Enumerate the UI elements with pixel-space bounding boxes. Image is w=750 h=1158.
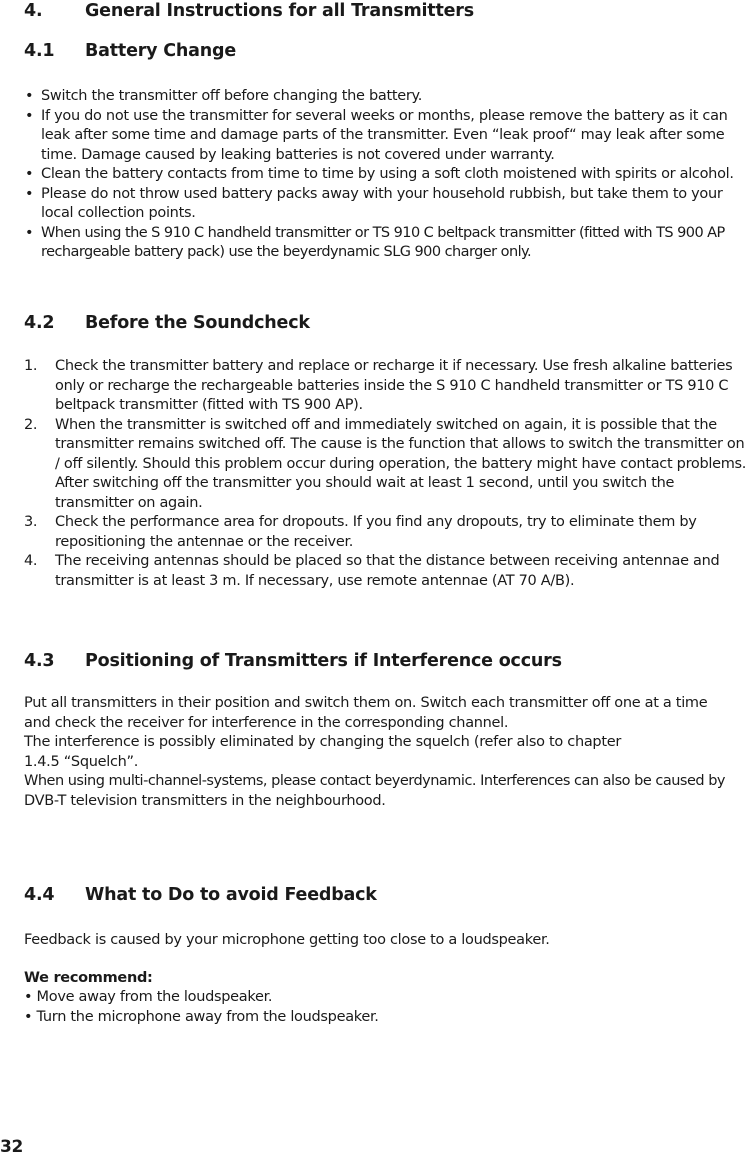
paragraph-line: The interference is possibly eliminated by changing the squelch (refer also to chapter [24, 734, 621, 750]
interference-paragraph [24, 694, 750, 811]
paragraph-line: Put all transmitters in their position and switch them on. Switch each transmitter off one at a time [24, 695, 708, 711]
section-4-1-heading [24, 40, 724, 62]
list-item-text: Clean the battery contacts from time to time by using a soft cloth moistened with spirits or alcohol. [41, 166, 734, 182]
bullet-icon: • [25, 224, 34, 241]
bullet-icon: • [25, 185, 34, 202]
list-item: • Move away from the loudspeaker. [24, 989, 273, 1005]
list-item [24, 185, 750, 224]
paragraph-line: DVB-T television transmitters in the neighbourhood. [24, 792, 386, 809]
step-text: The receiving antennas should be placed so that the distance between receiving antennae and transmitter is at least 3 m. If necessary, use remote antennae (AT 70 A/B). [55, 553, 720, 589]
section-4-4-heading [24, 884, 724, 906]
paragraph-line: When using multi-channel-systems, please contact beyerdynamic. Interferences can also be caused by [24, 773, 725, 789]
section-4-1-title: Battery Change [85, 41, 237, 61]
list-item-text: If you do not use the transmitter for several weeks or months, please remove the battery as it can leak after some time and damage parts of the transmitter. Even “leak proof“ may leak after some time. Damage caused by leaking batteries is not covered under warranty. [41, 107, 728, 163]
list-item [24, 165, 750, 185]
step-number: 1. [24, 358, 38, 374]
paragraph-line: and check the receiver for interference in the corresponding channel. [24, 714, 509, 731]
step-number: 2. [24, 416, 38, 433]
bullet-icon: • [25, 166, 34, 182]
step-number: 4. [24, 553, 38, 569]
section-4-4-title: What to Do to avoid Feedback [85, 885, 377, 905]
soundcheck-steps-list [24, 357, 750, 591]
section-4-4-number: 4.4 [24, 885, 55, 905]
feedback-intro: Feedback is caused by your microphone getting too close to a loudspeaker. [24, 932, 550, 948]
section-4-number: 4. [24, 1, 43, 21]
section-4-title: General Instructions for all Transmitters [85, 1, 474, 21]
section-4-heading [24, 0, 724, 22]
list-item-text: When using the S 910 C handheld transmitter or TS 910 C beltpack transmitter (fitted with TS 900 AP rechargeable battery pack) use the beyerdynamic SLG 900 charger only. [41, 224, 725, 260]
section-4-2-number: 4.2 [24, 313, 55, 333]
list-item [24, 87, 750, 107]
bullet-icon: • [25, 107, 34, 124]
paragraph-line: 1.4.5 “Squelch”. [24, 753, 139, 770]
step-text: When the transmitter is switched off and immediately switched on again, it is possible that the transmitter remains switched off. The cause is the function that allows to switch the transmitter on / off silently. Should this problem occur during operation, the battery might have contact problems. After switching off the transmitter you should wait at least 1 second, until you switch the transmitter on again. [55, 416, 747, 511]
section-4-3-heading [24, 650, 744, 672]
list-item [24, 513, 750, 552]
step-number: 3. [24, 514, 38, 530]
section-4-1-number: 4.1 [24, 41, 55, 61]
list-item: • Turn the microphone away from the loudspeaker. [24, 1008, 379, 1025]
list-item-text: Please do not throw used battery packs away with your household rubbish, but take them to your local collection points. [41, 185, 723, 221]
battery-change-list [24, 87, 750, 263]
list-item [24, 357, 750, 416]
recommend-label: We recommend: [24, 970, 153, 986]
list-item-text: Switch the transmitter off before changing the battery. [41, 88, 423, 104]
bullet-icon: • [25, 88, 34, 104]
list-item [24, 224, 750, 263]
list-item [24, 552, 750, 591]
recommendations-list [24, 988, 750, 1027]
section-4-3-title: Positioning of Transmitters if Interference occurs [85, 651, 562, 671]
list-item [24, 107, 750, 166]
section-4-3-number: 4.3 [24, 651, 55, 671]
step-text: Check the transmitter battery and replace or recharge it if necessary. Use fresh alkaline batteries only or recharge the rechargeable batteries inside the S 910 C handheld transmitter or TS 910 C beltpack transmitter (fitted with TS 900 AP). [55, 358, 733, 413]
step-text: Check the performance area for dropouts. If you find any dropouts, try to eliminate them by repositioning the antennae or the receiver. [55, 514, 697, 550]
section-4-2-heading [24, 312, 724, 334]
page-number: 32 [0, 1137, 24, 1157]
section-4-2-title: Before the Soundcheck [85, 313, 310, 333]
list-item [24, 416, 750, 514]
